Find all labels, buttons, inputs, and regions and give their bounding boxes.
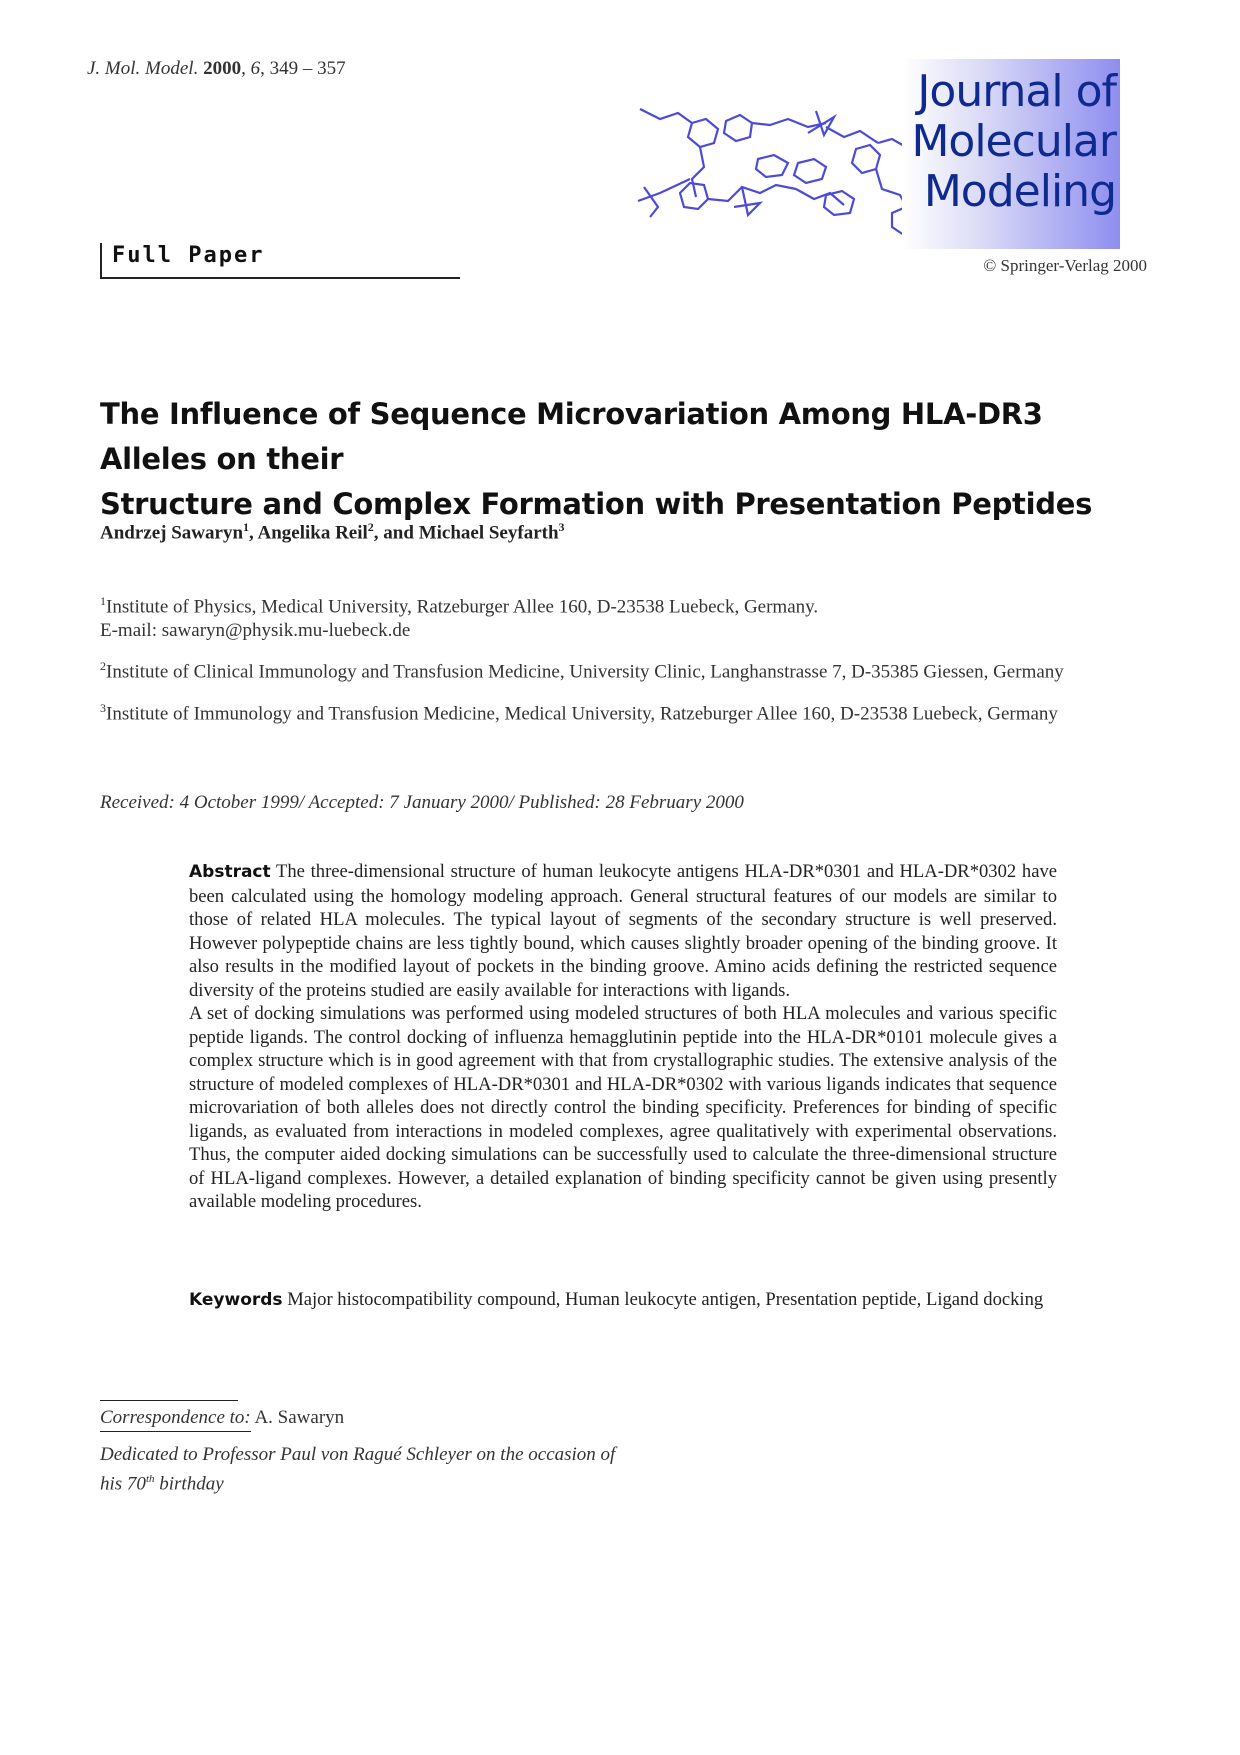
author-name: Angelika Reil <box>257 522 368 544</box>
keywords <box>189 1288 1057 1313</box>
dedication-sup: th <box>145 1473 155 1485</box>
abstract <box>189 860 1057 1214</box>
journal-abbrev: J. Mol. Model. <box>87 58 199 79</box>
volume: 6 <box>250 58 261 79</box>
title-line-1: The Influence of Sequence Microvariation Among HLA-DR3 Alleles on their <box>100 397 1043 476</box>
correspondence-name: A. Sawaryn <box>254 1407 345 1428</box>
affil-sup: 3 <box>100 700 106 715</box>
correspondence-label: Correspondence to: <box>100 1407 251 1432</box>
abstract-paragraph-1 <box>189 860 1057 1002</box>
logo-line-2: Molecular <box>911 116 1116 167</box>
logo-box <box>902 59 1120 249</box>
journal-logo <box>630 55 1150 250</box>
section-label <box>100 243 460 279</box>
dedication-tail: birthday <box>154 1473 224 1495</box>
abstract-paragraph-2: A set of docking simulations was performed using modeled structures of both HLA molecules and various specific peptide ligands. The control docking of influenza hemagglutinin peptide into the HLA-DR*0101 molecule gives a complex structure which is in good agreement with that from crystallographic studies. The extensive analysis of the structure of modeled complexes of HLA-DR*0301 and HLA-DR*0302 with various ligands indicates that sequence microvariation of both alleles does not directly control the binding specificity. Preferences for binding of specific ligands, as evaluated from interactions in modeled complexes, agree qualitatively with experimental observations. Thus, the computer aided docking simulations can be successfully used to calculate the three-dimensional structure of HLA-ligand complexes. However, a detailed explanation of binding specificity cannot be given using presently available modeling procedures. <box>189 1003 1057 1212</box>
dedication-text: Dedicated to Professor Paul von Ragué Schleyer on the occasion of his 70 <box>100 1444 616 1495</box>
affil-email: E-mail: sawaryn@physik.mu-luebeck.de <box>100 620 411 642</box>
author-sep: , <box>249 522 258 544</box>
molecule-icon <box>630 75 930 255</box>
correspondence <box>100 1407 344 1429</box>
affil-text: Institute of Immunology and Transfusion Medicine, Medical University, Ratzeburger Allee 160, D-23538 Luebeck, Germany <box>106 702 1058 724</box>
affiliation-2 <box>100 654 1105 684</box>
author-sep: , and <box>373 522 419 544</box>
affil-text: Institute of Clinical Immunology and Transfusion Medicine, University Clinic, Langhanstrasse 7, D-35385 Giessen, Germany <box>106 661 1064 683</box>
author-sup: 3 <box>558 520 565 534</box>
keywords-label: Keywords <box>189 1290 283 1310</box>
title-line-2: Structure and Complex Formation with Presentation Peptides <box>100 487 1093 521</box>
section-text: Full Paper <box>112 243 265 268</box>
author-name: Andrzej Sawaryn <box>100 522 244 544</box>
footnote-rule <box>100 1400 238 1401</box>
affil-sup: 2 <box>100 659 106 674</box>
pages: , 349 – 357 <box>260 58 346 79</box>
abstract-label: Abstract <box>189 862 271 882</box>
keywords-text: Major histocompatibility compound, Human leukocyte antigen, Presentation peptide, Ligand docking <box>287 1289 1044 1310</box>
affiliations <box>100 589 1105 737</box>
author-sup: 2 <box>367 520 374 534</box>
affiliation-3 <box>100 696 1105 726</box>
logo-line-3: Modeling <box>923 166 1116 217</box>
citation: J. Mol. Model. 2000, 6, 349 – 357 <box>87 58 346 79</box>
received-dates: Received: 4 October 1999/ Accepted: 7 January 2000/ Published: 28 February 2000 <box>100 792 744 813</box>
author-name: Michael Seyfarth <box>418 522 559 544</box>
copyright: © Springer-Verlag 2000 <box>983 256 1147 275</box>
authors <box>100 520 565 544</box>
affiliation-1 <box>100 589 1105 643</box>
paper-title <box>100 392 1150 527</box>
affil-text: Institute of Physics, Medical University, Ratzeburger Allee 160, D-23538 Luebeck, Germany. <box>106 596 819 618</box>
year: 2000 <box>203 58 242 79</box>
affil-sup: 1 <box>100 594 106 608</box>
dedication <box>100 1442 620 1496</box>
abstract-text-1: The three-dimensional structure of human leukocyte antigens HLA-DR*0301 and HLA-DR*0302 have been calculated using the homology modeling approach. General structural features of our models are similar to those of related HLA molecules. The typical layout of segments of the secondary structure is well preserved. However polypeptide chains are less tightly bound, which causes slightly broader opening of the binding groove. It also results in the modified layout of pockets in the binding groove. Amino acids defining the restricted sequence diversity of the proteins studied are easily available for interactions with ligands. <box>189 861 1058 1001</box>
logo-line-1: Journal of <box>917 66 1116 117</box>
author-sup: 1 <box>243 520 250 534</box>
